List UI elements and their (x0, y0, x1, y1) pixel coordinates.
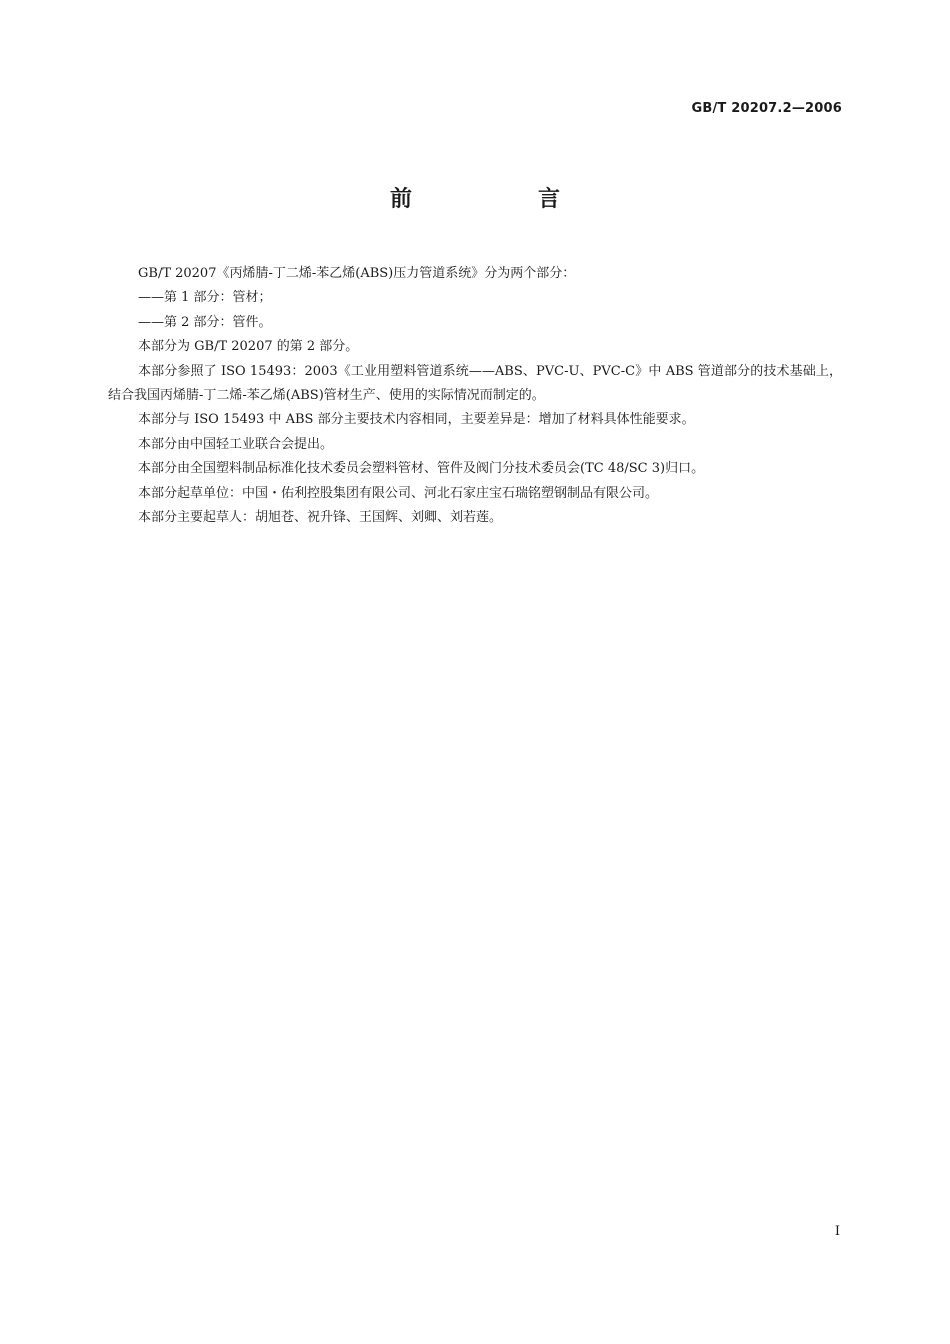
paragraph: 本部分由全国塑料制品标准化技术委员会塑料管材、管件及阀门分技术委员会(TC 48/SC 3)归口。 (138, 461, 705, 477)
page-title: 前 言 (389, 187, 612, 212)
paragraph: 本部分主要起草人：胡旭苍、祝升锋、王国辉、刘卿、刘若莲。 (138, 510, 503, 526)
paragraph: GB/T 20207《丙烯腈-丁二烯-苯乙烯(ABS)压力管道系统》分为两个部分： (138, 266, 576, 281)
paragraph: 本部分起草单位：中国・佑利控股集团有限公司、河北石家庄宝石瑞铭塑钢制品有限公司。 (138, 485, 659, 501)
standard-code: GB/T 20207.2—2006 (691, 101, 842, 116)
paragraph: ——第 2 部分：管件。 (138, 314, 272, 330)
foreword-body (108, 262, 842, 530)
paragraph: 本部分参照了 ISO 15493：2003《工业用塑料管道系统——ABS、PVC-U、PVC-C》中 ABS 管道部分的技术基础上，结合我国丙烯腈-丁二烯-苯乙烯(ABS)管材生产、使用的实际情况而制定的。 (108, 363, 842, 404)
paragraph: 本部分为 GB/T 20207 的第 2 部分。 (138, 339, 359, 355)
page-number: I (834, 1224, 840, 1239)
paragraph: ——第 1 部分：管材； (138, 290, 272, 306)
paragraph: 本部分由中国轻工业联合会提出。 (138, 436, 334, 452)
paragraph: 本部分与 ISO 15493 中 ABS 部分主要技术内容相同，主要差异是：增加了材料具体性能要求。 (138, 412, 695, 428)
